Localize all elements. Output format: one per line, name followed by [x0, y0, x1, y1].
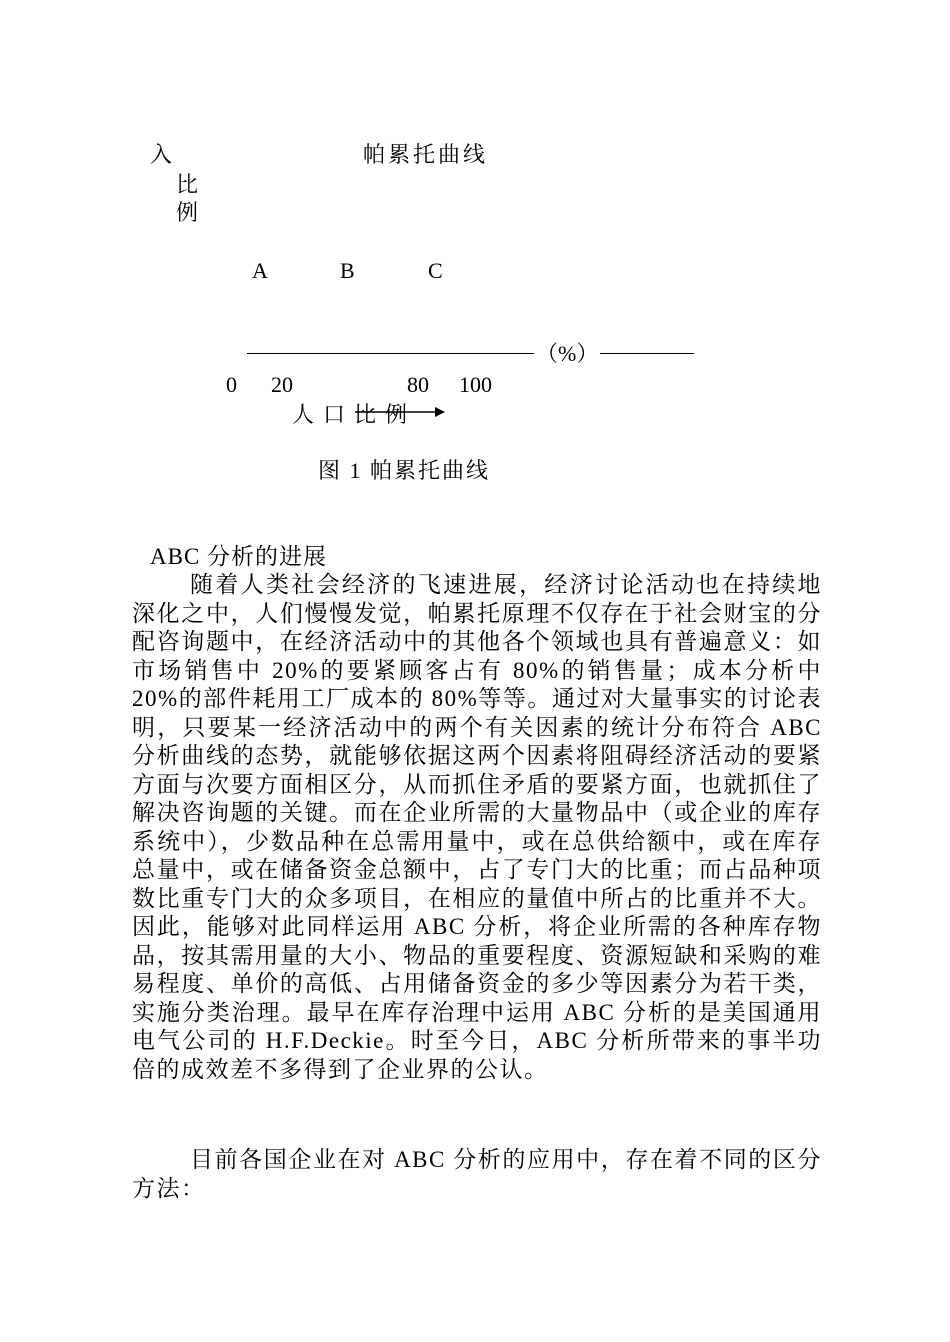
x-tick-0: 0	[226, 372, 237, 397]
x-tick-80: 80	[407, 372, 429, 397]
section-heading: ABC 分析的进展	[150, 544, 328, 569]
y-axis-label-top: 入	[150, 142, 175, 167]
x-tick-20: 20	[271, 372, 293, 397]
x-axis-line	[247, 353, 694, 354]
zone-label-b: B	[340, 258, 355, 283]
y-axis-label-char-1: 比	[176, 172, 201, 197]
x-axis-arrow-icon	[355, 402, 447, 422]
figure-title: 帕累托曲线	[363, 142, 489, 167]
x-axis-label: 人口比例	[292, 402, 417, 427]
unit-label: （%）	[536, 341, 599, 366]
zone-label-a: A	[252, 258, 268, 283]
body-paragraph-1: 随着人类社会经济的飞速进展，经济讨论活动也在持续地深化之中，人们慢慢发觉，帕累托原理不仅存在于社会财宝的分配咨询题中，在经济活动中的其他各个领域也具有普遍意义：如市场销售中 20%的要紧顾客占有 80%的销售量；成本分析中 20%的部件耗用工厂成本的 80%等等。通过对大量事实的讨论表明，只要某一经济活动中的两个有关因素的统计分布符合 ABC 分析曲线的态势，就能够依据这两个因素将阻碍经济活动的要紧方面与次要方面相区分，从而抓住矛盾的要紧方面，也就抓住了解决咨询题的关键。而在企业所需的大量物品中（或企业的库存系统中），少数品种在总需用量中，或在总供给额中，或在库存总量中，或在储备资金总额中，占了专门大的比重；而占品种项数比重专门大的众多项目，在相应的量值中所占的比重并不大。因此，能够对此同样运用 ABC 分析，将企业所需的各种库存物品，按其需用量的大小、物品的重要程度、资源短缺和采购的难易程度、单价的高低、占用储备资金的多少等因素分为若干类，实施分类治理。最早在库存治理中运用 ABC 分析的是美国通用电气公司的 H.F.Deckie。时至今日，ABC 分析所带来的事半功倍的成效差不多得到了企业界的公认。	[132, 572, 822, 1082]
figure-caption: 图 1 帕累托曲线	[318, 458, 491, 483]
body-paragraph-2: 目前各国企业在对 ABC 分析的应用中，存在着不同的区分方法：	[132, 1147, 822, 1201]
x-tick-100: 100	[459, 372, 492, 397]
y-axis-label-char-2: 例	[176, 200, 201, 225]
zone-label-c: C	[428, 258, 443, 283]
